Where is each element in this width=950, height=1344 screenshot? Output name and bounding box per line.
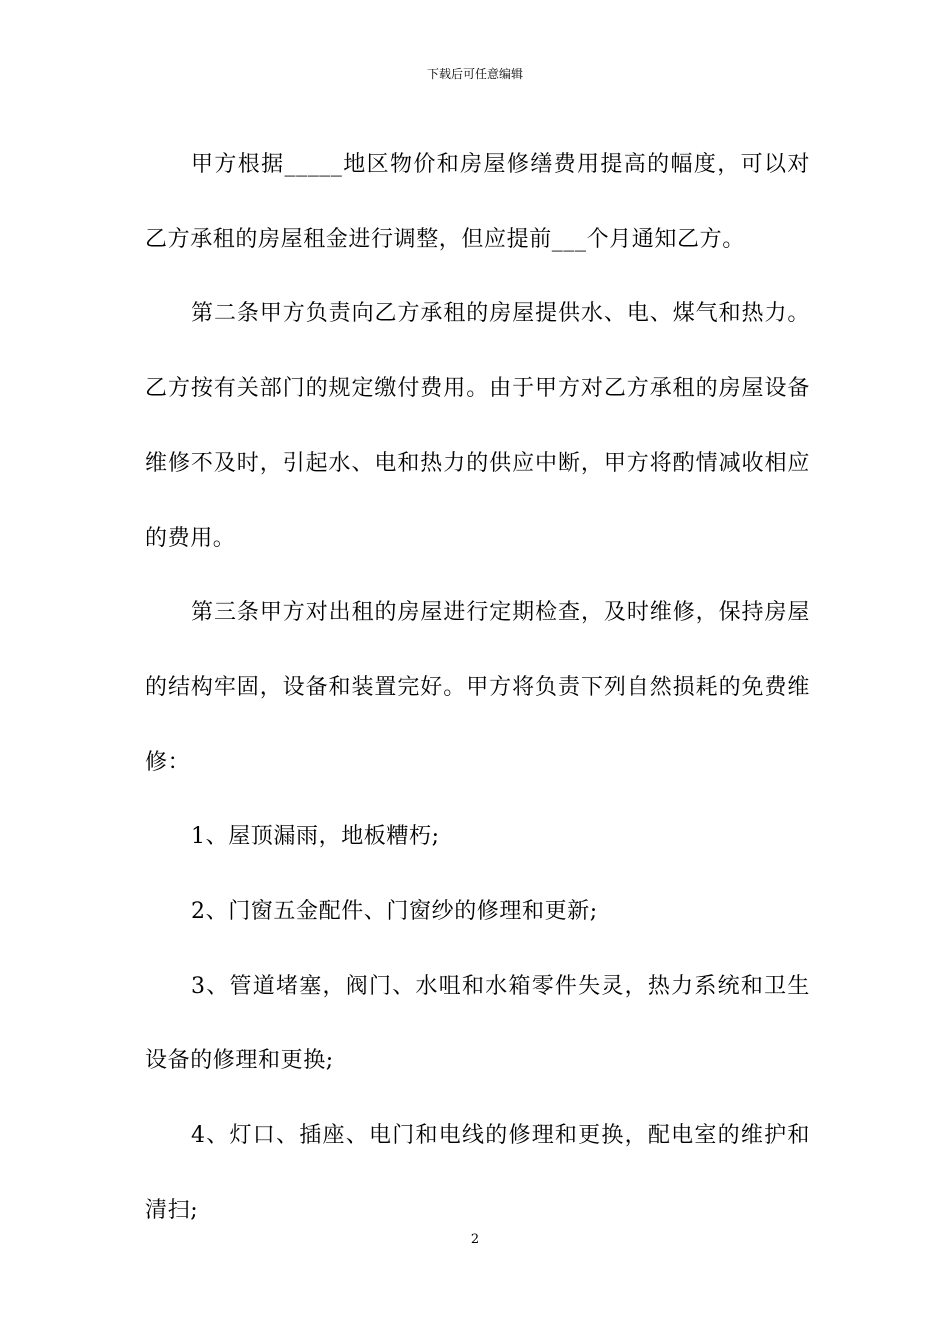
list-item-electrical: 4、灯口、插座、电门和电线的修理和更换，配电室的维护和清扫;	[145, 1123, 810, 1223]
page-number: 2	[470, 1232, 480, 1247]
list-item-doors-windows: 2、门窗五金配件、门窗纱的修理和更新;	[191, 899, 598, 925]
paragraph-article-3-maintenance: 第三条甲方对出租的房屋进行定期检查，及时维修，保持房屋的结构牢固，设备和装置完好。甲方将负责下列自然损耗的免费维修：	[145, 600, 810, 775]
list-item-roof-floor: 1、屋顶漏雨，地板糟朽;	[191, 824, 440, 850]
list-item-pipes-valves: 3、管道堵塞，阀门、水咀和水箱零件失灵，热力系统和卫生设备的修理和更换;	[145, 973, 810, 1074]
document-body	[145, 128, 810, 1249]
paragraph-rent-adjustment: 甲方根据_____地区物价和房屋修缮费用提高的幅度，可以对乙方承租的房屋租金进行调整，但应提前___个月通知乙方。	[145, 152, 810, 252]
page-header: 下载后可任意编辑	[426, 67, 523, 81]
paragraph-article-2-utilities: 第二条甲方负责向乙方承租的房屋提供水、电、煤气和热力。乙方按有关部门的规定缴付费用。由于甲方对乙方承租的房屋设备维修不及时，引起水、电和热力的供应中断，甲方将酌情减收相应的费用。	[145, 301, 810, 551]
